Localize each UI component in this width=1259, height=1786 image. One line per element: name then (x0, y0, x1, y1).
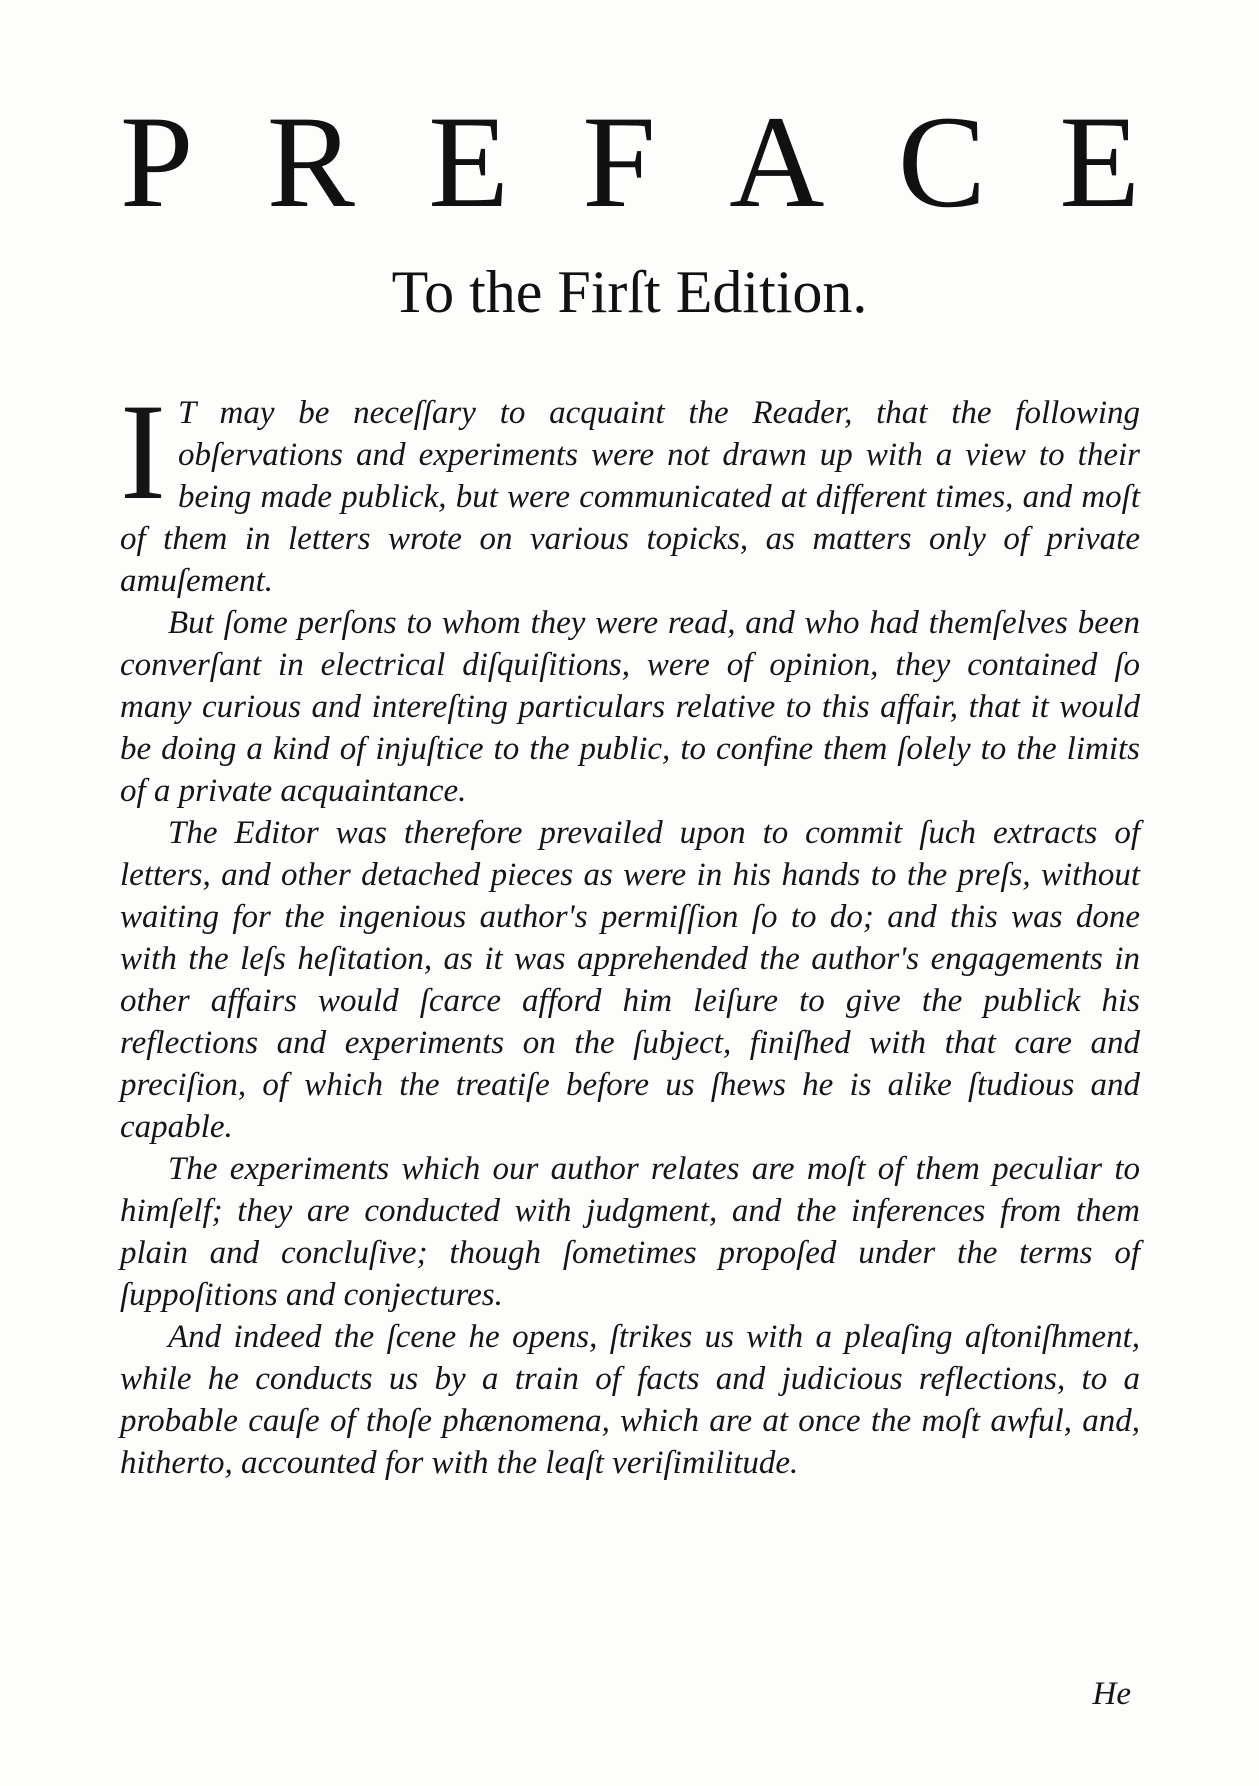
catchword: He (1092, 1676, 1131, 1712)
title-letter: R (266, 88, 355, 235)
paragraph: And indeed the ſcene he opens, ſtrikes us with a pleaſing aſtoniſhment, while he conducts us by a train of facts and judicious reflections, to a probable cauſe of thoſe phænomena, which are at once the moſt awful, and, hitherto, accounted for with the leaſt veriſimilitude. (120, 1319, 1140, 1481)
title-letter: F (582, 88, 656, 235)
page-title (120, 88, 1140, 235)
title-letter: P (120, 88, 194, 235)
page-subtitle: To the Firſt Edition. (391, 259, 868, 325)
paragraph (120, 375, 1140, 602)
title-letter: E (428, 88, 509, 235)
paragraph: The Editor was therefore prevailed upon to commit ſuch extracts of letters, and other detached pieces as were in his hands to the preſs, without waiting for the ingenious author's permiſſion ſo to do; and this was done with the leſs heſitation, as it was apprehended the author's engagements in other affairs would ſcarce afford him leiſure to give the publick his reflections and experiments on the ſubject, finiſhed with that care and preciſion, of which the treatiſe before us ſhews he is alike ſtudious and capable. (120, 815, 1140, 1145)
title-letter: C (897, 88, 986, 235)
title-letter: E (1059, 88, 1140, 235)
preface-text (120, 375, 1140, 1484)
paragraph-text: T may be neceſſary to acquaint the Reader, that the following obſervations and experiments were not drawn up with a view to their being made publick, but were communicated at different times, and moſt of them in letters wrote on various topicks, as matters only of private amuſement. (120, 395, 1140, 599)
paragraph: But ſome perſons to whom they were read, and who had themſelves been converſant in electrical diſquiſitions, were of opinion, they contained ſo many curious and intereſting particulars relative to this affair, that it would be doing a kind of injuſtice to the public, to confine them ſolely to the limits of a private acquaintance. (120, 605, 1140, 809)
drop-cap: I (120, 375, 166, 528)
title-letter: A (729, 88, 825, 235)
paragraph: The experiments which our author relates are moſt of them peculiar to himſelf; they are conducted with judgment, and the inferences from them plain and concluſive; though ſometimes propoſed under the terms of ſuppoſitions and conjectures. (120, 1151, 1140, 1313)
